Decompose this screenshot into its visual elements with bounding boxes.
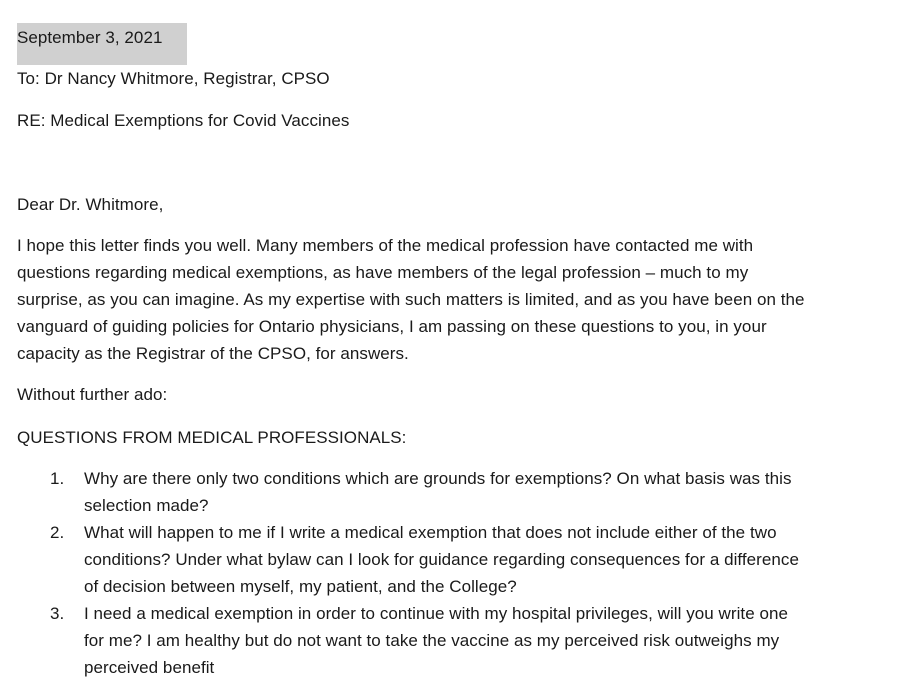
intro-line: capacity as the Registrar of the CPSO, for answers.	[17, 344, 409, 363]
list-item	[0, 519, 900, 600]
list-item	[0, 600, 900, 681]
list-item-line: selection made?	[84, 496, 209, 515]
questions-list	[0, 465, 900, 681]
list-item-text	[84, 600, 884, 681]
list-item-number: 1.	[50, 469, 65, 488]
list-item-line: of decision between myself, my patient, and the College?	[84, 577, 517, 596]
list-item-number: 3.	[50, 604, 65, 623]
list-item-line: perceived benefit	[84, 658, 215, 677]
salutation: Dear Dr. Whitmore,	[17, 195, 164, 214]
intro-paragraph	[17, 232, 897, 367]
list-item-number: 2.	[50, 523, 65, 542]
intro-line: I hope this letter finds you well. Many members of the medical profession have contacted me with	[17, 236, 754, 255]
list-item-text	[84, 465, 884, 519]
list-item-line: conditions? Under what bylaw can I look for guidance regarding consequences for a difference	[84, 550, 799, 569]
intro-line: questions regarding medical exemptions, as have members of the legal profession – much to my	[17, 263, 749, 282]
intro-line: surprise, as you can imagine. As my expertise with such matters is limited, and as you have been on the	[17, 290, 805, 309]
transition-line: Without further ado:	[17, 385, 168, 404]
intro-line: vanguard of guiding policies for Ontario physicians, I am passing on these questions to you, in your	[17, 317, 767, 336]
recipient-line: To: Dr Nancy Whitmore, Registrar, CPSO	[17, 69, 330, 88]
list-item-text	[84, 519, 884, 600]
list-item-line: What will happen to me if I write a medical exemption that does not include either of the two	[84, 523, 777, 542]
list-item-line: I need a medical exemption in order to continue with my hospital privileges, will you write one	[84, 604, 788, 623]
list-item-line: for me? I am healthy but do not want to take the vaccine as my perceived risk outweighs my	[84, 631, 780, 650]
section-heading: QUESTIONS FROM MEDICAL PROFESSIONALS:	[17, 428, 407, 447]
subject-line: RE: Medical Exemptions for Covid Vaccines	[17, 111, 350, 130]
list-item	[0, 465, 900, 519]
letter-date: September 3, 2021	[17, 28, 163, 47]
list-item-line: Why are there only two conditions which are grounds for exemptions? On what basis was this	[84, 469, 792, 488]
